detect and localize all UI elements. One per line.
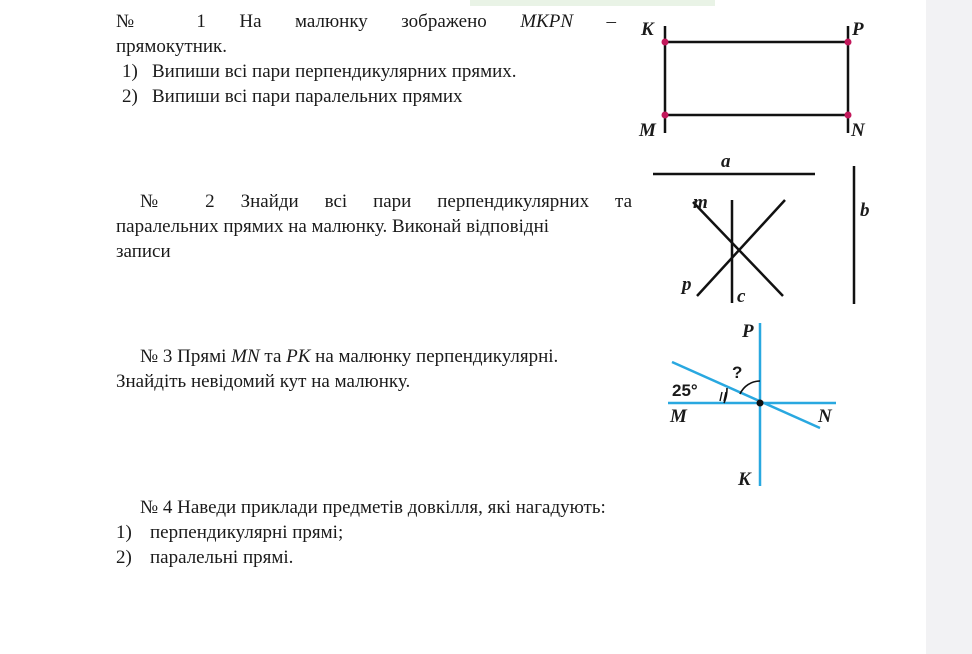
task-2-number: № 2 (140, 191, 215, 212)
angle-arc-unknown (740, 381, 760, 394)
task-1-line-1 (116, 9, 616, 34)
task-4-text: Наведи приклади предметів довкілля, які нагадують: (177, 497, 606, 518)
task-4-item-2-number: 2) (116, 547, 132, 568)
task-3-pk: PK (286, 346, 311, 367)
label-p3: P (742, 321, 754, 342)
label-m3: M (670, 406, 687, 427)
task-3-line-1 (116, 344, 646, 369)
task-3-text-a: Прямі (177, 346, 227, 367)
point-k (662, 39, 669, 46)
label-b: b (860, 200, 870, 221)
label-angle-25: 25° (672, 381, 698, 400)
label-p: P (852, 19, 864, 40)
point-p (845, 39, 852, 46)
task-1-item-2 (116, 84, 616, 109)
task-2-line-1 (116, 189, 632, 214)
line-p (697, 200, 785, 296)
task-3-text-b: та (264, 346, 282, 367)
label-a: a (721, 151, 731, 172)
task-1-figure-name: MKPN (520, 11, 574, 32)
task-4-line-1 (116, 495, 716, 520)
top-highlight-strip (470, 0, 715, 6)
task-3-number: № 3 (140, 346, 173, 367)
task-4-item-2 (116, 545, 716, 570)
label-k3: K (738, 469, 751, 490)
label-n: N (851, 120, 865, 141)
task-3-angle-figure (660, 318, 850, 493)
task-1-item-2-number: 2) (122, 86, 138, 107)
task-4-item-2-text: паралельні прямі. (150, 547, 294, 568)
task-3-line-2: Знайдіть невідомий кут на малюнку. (116, 371, 411, 392)
task-4-item-1-text: перпендикулярні прямі; (150, 522, 344, 543)
point-m (662, 112, 669, 119)
task-4-number: № 4 (140, 497, 173, 518)
task-2-line-1-text: Знайди всі пари перпендикулярних та (240, 191, 633, 212)
task-1-rectangle-figure (630, 12, 880, 147)
task-4 (116, 495, 716, 570)
task-1-item-1-text: Випиши всі пари перпендикулярних прямих. (152, 61, 517, 82)
task-4-item-1 (116, 520, 716, 545)
task-1-line-2: прямокутник. (116, 36, 228, 57)
right-side-strip (926, 0, 972, 654)
label-p-line: p (682, 274, 692, 295)
label-k: K (641, 19, 654, 40)
task-1-item-1 (116, 59, 616, 84)
task-1-item-2-text: Випиши всі пари паралельних прямих (152, 86, 463, 107)
label-m: M (639, 120, 656, 141)
task-3-text-c: на малюнку перпендикулярні. (315, 346, 559, 367)
angle-tick-1 (720, 392, 722, 401)
intersection-point (757, 400, 764, 407)
task-4-item-1-number: 1) (116, 522, 132, 543)
task-1-dash: – (606, 11, 616, 32)
task-2 (116, 189, 632, 264)
task-1-item-1-number: 1) (122, 61, 138, 82)
task-2-line-2: паралельних прямих на малюнку. Виконай відповідні (116, 216, 550, 237)
label-n3: N (818, 406, 832, 427)
task-3-mn: MN (231, 346, 260, 367)
task-1-text-start: На малюнку зображено (239, 11, 487, 32)
task-1-number: № 1 (116, 11, 206, 32)
label-unknown-angle: ? (732, 363, 743, 382)
point-n (845, 112, 852, 119)
task-3 (116, 344, 646, 394)
task-2-lines-figure (645, 150, 880, 310)
task-1 (116, 9, 616, 109)
label-m-line: m (693, 192, 708, 213)
label-c: c (737, 286, 746, 307)
task-2-line-3: записи (116, 241, 171, 262)
